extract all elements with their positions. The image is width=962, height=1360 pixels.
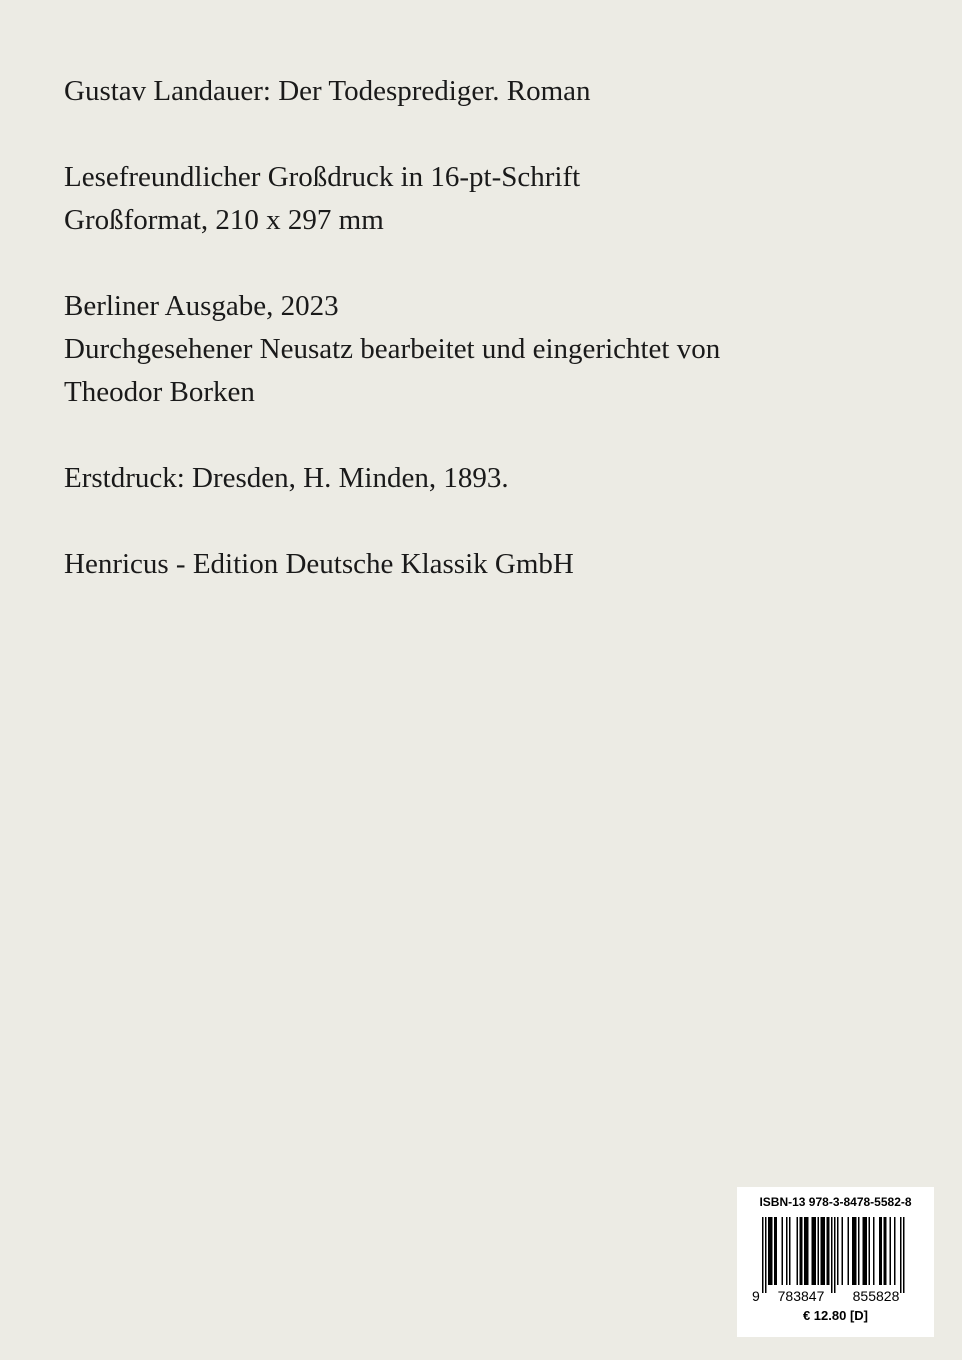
barcode-lead-digit: 9 bbox=[752, 1288, 760, 1303]
price: € 12.80 [D] bbox=[802, 1308, 869, 1323]
barcode-label bbox=[737, 1187, 934, 1337]
barcode-bar bbox=[858, 1217, 860, 1285]
barcode-bar bbox=[869, 1217, 871, 1285]
barcode-bar bbox=[884, 1217, 886, 1285]
barcode-bar bbox=[873, 1217, 875, 1285]
barcode-bar bbox=[771, 1217, 773, 1285]
barcode-bar bbox=[885, 1217, 887, 1285]
barcode-bar bbox=[801, 1217, 803, 1285]
barcode-bar bbox=[848, 1217, 850, 1285]
barcode-bar bbox=[855, 1217, 857, 1285]
barcode-bar bbox=[879, 1217, 881, 1285]
format-info: Großformat, 210 x 297 mm bbox=[64, 204, 384, 236]
spacer bbox=[64, 414, 924, 457]
barcode-bar bbox=[863, 1217, 865, 1285]
barcode-bar bbox=[804, 1217, 806, 1285]
barcode-bar bbox=[786, 1217, 788, 1285]
spacer bbox=[64, 500, 924, 543]
barcode-bar bbox=[837, 1217, 839, 1285]
barcode-bar bbox=[828, 1217, 830, 1285]
book-title: Gustav Landauer: Der Todesprediger. Roman bbox=[64, 75, 591, 107]
editor-line: Durchgesehener Neusatz bearbeitet und eingerichtet von bbox=[64, 333, 721, 365]
barcode-bar bbox=[822, 1217, 824, 1285]
barcode-bar bbox=[812, 1217, 814, 1285]
barcode-bar bbox=[765, 1217, 767, 1293]
barcode-bar bbox=[768, 1217, 770, 1285]
barcode-bar bbox=[894, 1217, 896, 1285]
barcode-bar bbox=[831, 1217, 833, 1293]
spacer bbox=[64, 242, 924, 285]
barcode-bar bbox=[881, 1217, 883, 1285]
barcode-bar bbox=[770, 1217, 772, 1285]
barcode-bar bbox=[890, 1217, 892, 1285]
barcode-bar bbox=[782, 1217, 784, 1285]
barcode-bar bbox=[818, 1217, 820, 1285]
edition-info: Berliner Ausgabe, 2023 bbox=[64, 290, 339, 322]
barcode-bar bbox=[834, 1217, 836, 1293]
barcode-bar bbox=[774, 1217, 776, 1285]
barcode-bar bbox=[806, 1217, 808, 1285]
barcode-bars bbox=[762, 1217, 905, 1293]
barcode-right-digits: 855828 bbox=[852, 1288, 900, 1303]
barcode-bar bbox=[815, 1217, 817, 1285]
barcode-bar bbox=[864, 1217, 866, 1285]
first-print-info: Erstdruck: Dresden, H. Minden, 1893. bbox=[64, 462, 509, 494]
barcode-bar bbox=[797, 1217, 799, 1285]
spacer bbox=[64, 113, 924, 156]
barcode-bar bbox=[854, 1217, 856, 1285]
barcode-bar bbox=[800, 1217, 802, 1285]
barcode-left-digits: 783847 bbox=[777, 1288, 825, 1303]
barcode-bar bbox=[827, 1217, 829, 1285]
imprint-text bbox=[64, 70, 924, 586]
print-info: Lesefreundlicher Großdruck in 16-pt-Schrift bbox=[64, 161, 581, 193]
barcode-bar bbox=[789, 1217, 791, 1285]
barcode-bar bbox=[824, 1217, 826, 1285]
barcode-bar bbox=[776, 1217, 778, 1285]
isbn-number: ISBN-13 978-3-8478-5582-8 bbox=[759, 1195, 912, 1209]
barcode-bar bbox=[842, 1217, 844, 1285]
barcode-bar bbox=[821, 1217, 823, 1285]
barcode-bar bbox=[762, 1217, 764, 1293]
editor-name: Theodor Borken bbox=[64, 376, 255, 408]
barcode-bar bbox=[866, 1217, 868, 1285]
barcode-bar bbox=[807, 1217, 809, 1285]
barcode-image bbox=[751, 1217, 921, 1303]
publisher-name: Henricus - Edition Deutsche Klassik GmbH bbox=[64, 548, 574, 580]
barcode-bar bbox=[813, 1217, 815, 1285]
barcode-bar bbox=[900, 1217, 902, 1293]
barcode-bar bbox=[903, 1217, 905, 1293]
barcode-bar bbox=[852, 1217, 854, 1285]
